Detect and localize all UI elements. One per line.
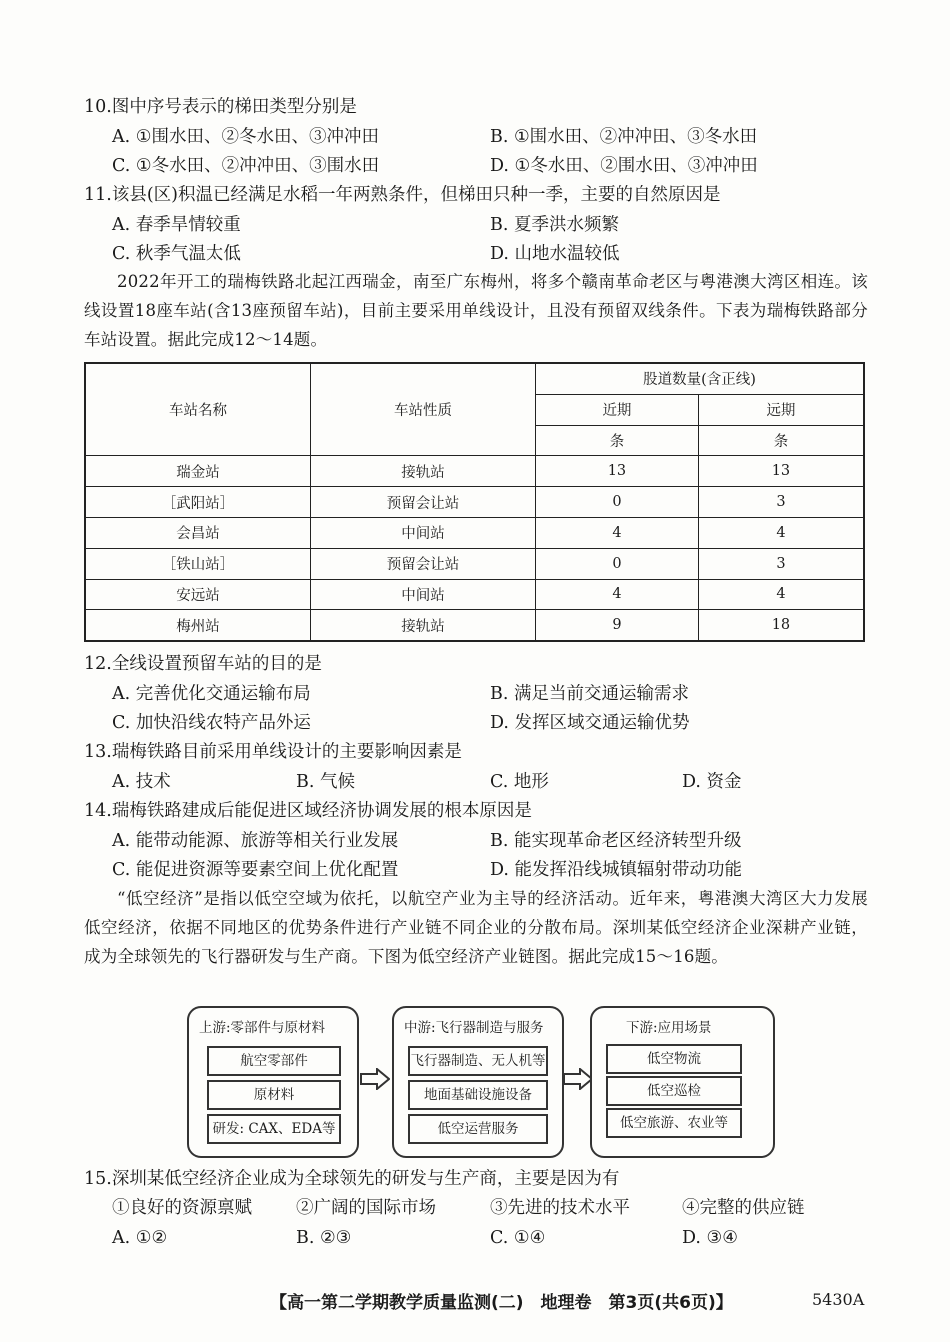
near-tracks: 9: [536, 610, 699, 641]
station-name: 安远站: [85, 579, 311, 610]
header-long-term: 远期: [698, 394, 864, 425]
q15-item-1: ①良好的资源禀赋: [112, 1198, 252, 1218]
midstream-item: 低空运营服务: [408, 1114, 548, 1144]
upstream-title: 上游:零部件与原材料: [199, 1020, 326, 1036]
near-tracks: 4: [536, 579, 699, 610]
upstream-item: 研发: CAX、EDA等: [207, 1114, 341, 1144]
q13-option-c: C. 地形: [490, 772, 549, 792]
station-name: 会昌站: [85, 517, 311, 548]
downstream-item: 低空物流: [606, 1044, 742, 1074]
far-tracks: 4: [698, 579, 864, 610]
q12-option-d: D. 发挥区域交通运输优势: [490, 713, 690, 733]
q15-option-d: D. ③④: [682, 1228, 738, 1248]
q12-stem: 12.全线设置预留车站的目的是: [84, 654, 322, 674]
q11-option-a: A. 春季旱情较重: [112, 215, 241, 235]
arrow-right-icon: [563, 1068, 593, 1090]
downstream-panel: [590, 1006, 775, 1158]
table-row: [85, 517, 864, 548]
q12-option-b: B. 满足当前交通运输需求: [490, 684, 689, 704]
near-tracks: 0: [536, 548, 699, 579]
q15-option-a: A. ①②: [112, 1228, 168, 1248]
table-row: [85, 579, 864, 610]
header-station-name: 车站名称: [85, 363, 311, 456]
q14-option-c: C. 能促进资源等要素空间上优化配置: [112, 860, 399, 880]
station-type: 预留会让站: [311, 487, 536, 518]
q10-option-c: C. ①冬水田、②冲冲田、③围水田: [112, 156, 380, 176]
station-name: 梅州站: [85, 610, 311, 641]
industry-chain-diagram: [187, 1006, 775, 1156]
station-table: [84, 362, 865, 642]
paper-code: 5430A: [812, 1290, 865, 1309]
q13-option-b: B. 气候: [296, 772, 355, 792]
station-name: ［铁山站］: [85, 548, 311, 579]
upstream-item: 航空零部件: [207, 1046, 341, 1076]
far-tracks: 3: [698, 487, 864, 518]
q12-option-a: A. 完善优化交通运输布局: [112, 684, 311, 704]
downstream-title: 下游:应用场景: [626, 1020, 712, 1036]
station-type: 中间站: [311, 517, 536, 548]
q10-option-d: D. ①冬水田、②围水田、③冲冲田: [490, 156, 758, 176]
station-type: 中间站: [311, 579, 536, 610]
midstream-title: 中游:飞行器制造与服务: [404, 1020, 544, 1036]
q10-option-a: A. ①围水田、②冬水田、③冲冲田: [112, 127, 379, 147]
header-station-type: 车站性质: [311, 363, 536, 456]
q10-stem: 10.图中序号表示的梯田类型分别是: [84, 97, 357, 117]
q14-stem: 14.瑞梅铁路建成后能促进区域经济协调发展的根本原因是: [84, 801, 532, 821]
q11-option-c: C. 秋季气温太低: [112, 244, 241, 264]
q15-stem: 15.深圳某低空经济企业成为全球领先的研发与生产商，主要是因为有: [84, 1169, 620, 1189]
table-row: [85, 610, 864, 641]
midstream-panel: [392, 1006, 564, 1158]
page-footer: 【高一第二学期教学质量监测(二) 地理卷 第3页(共6页)】: [270, 1293, 733, 1313]
station-name: ［武阳站］: [85, 487, 311, 518]
q11-option-d: D. 山地水温较低: [490, 244, 620, 264]
q15-option-c: C. ①④: [490, 1228, 546, 1248]
downstream-item: 低空巡检: [606, 1076, 742, 1106]
station-type: 接轨站: [311, 456, 536, 487]
downstream-item: 低空旅游、农业等: [606, 1108, 742, 1138]
q13-stem: 13.瑞梅铁路目前采用单线设计的主要影响因素是: [84, 742, 462, 762]
station-name: 瑞金站: [85, 456, 311, 487]
midstream-item: 地面基础设施设备: [408, 1080, 548, 1110]
q15-item-2: ②广阔的国际市场: [296, 1198, 436, 1218]
far-tracks: 18: [698, 610, 864, 641]
q13-option-a: A. 技术: [112, 772, 171, 792]
table-row: [85, 487, 864, 518]
near-tracks: 0: [536, 487, 699, 518]
upstream-panel: [187, 1006, 359, 1158]
table-row: [85, 548, 864, 579]
far-tracks: 13: [698, 456, 864, 487]
near-tracks: 13: [536, 456, 699, 487]
arrow-right-icon: [360, 1068, 390, 1090]
upstream-item: 原材料: [207, 1080, 341, 1110]
far-tracks: 3: [698, 548, 864, 579]
q14-option-d: D. 能发挥沿线城镇辐射带动功能: [490, 860, 743, 880]
q11-stem: 11.该县(区)积温已经满足水稻一年两熟条件，但梯田只种一季，主要的自然原因是: [84, 185, 721, 205]
header-near-term: 近期: [536, 394, 699, 425]
unit-long-term: 条: [698, 425, 864, 456]
q15-item-3: ③先进的技术水平: [490, 1198, 630, 1218]
table-row: [85, 456, 864, 487]
station-type: 预留会让站: [311, 548, 536, 579]
low-altitude-passage: “低空经济”是指以低空空域为依托，以航空产业为主导的经济活动。近年来，粤港澳大湾区大力发展低空经济，依据不同地区的优势条件进行产业链不同企业的分散布局。深圳某低空经济企业深耕产业链，成为全球领先的飞行器研发与生产商。下图为低空经济产业链图。据此完成15～16题。: [84, 889, 868, 966]
q14-option-a: A. 能带动能源、旅游等相关行业发展: [112, 831, 399, 851]
far-tracks: 4: [698, 517, 864, 548]
header-track-count: 股道数量(含正线): [536, 363, 865, 394]
railway-passage: 2022年开工的瑞梅铁路北起江西瑞金，南至广东梅州，将多个赣南革命老区与粤港澳大湾区相连。该线设置18座车站(含13座预留车站)，目前主要采用单线设计，且没有预留双线条件。下表为瑞梅铁路部分车站设置。据此完成12～14题。: [84, 272, 868, 349]
q15-option-b: B. ②③: [296, 1228, 352, 1248]
station-type: 接轨站: [311, 610, 536, 641]
q15-item-4: ④完整的供应链: [682, 1198, 805, 1218]
q11-option-b: B. 夏季洪水频繁: [490, 215, 619, 235]
midstream-item: 飞行器制造、无人机等: [408, 1046, 548, 1076]
near-tracks: 4: [536, 517, 699, 548]
q10-option-b: B. ①围水田、②冲冲田、③冬水田: [490, 127, 758, 147]
q12-option-c: C. 加快沿线农特产品外运: [112, 713, 311, 733]
q13-option-d: D. 资金: [682, 772, 742, 792]
unit-near-term: 条: [536, 425, 699, 456]
q14-option-b: B. 能实现革命老区经济转型升级: [490, 831, 742, 851]
